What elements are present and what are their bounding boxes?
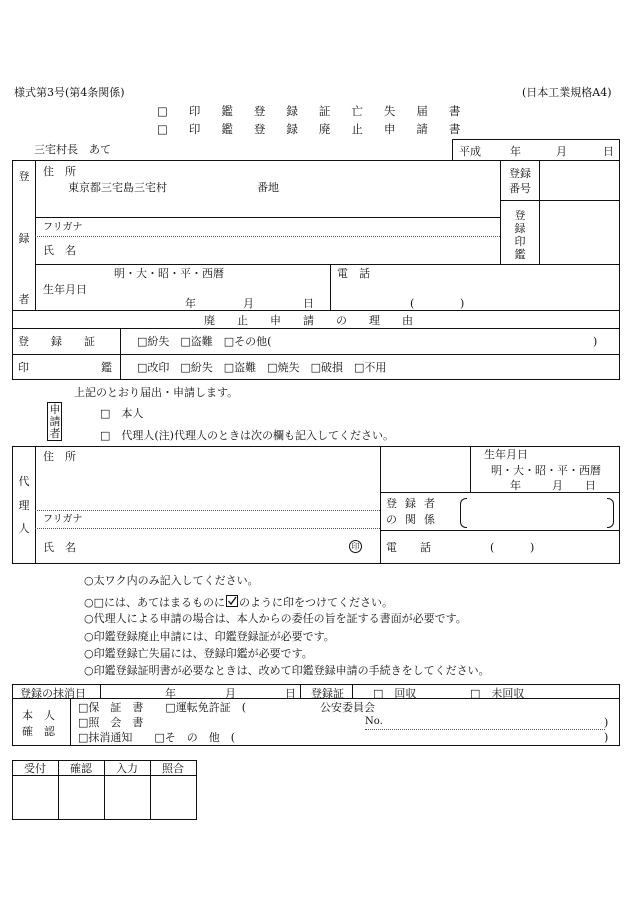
addressee: 三宅村長 あて: [34, 143, 111, 156]
registrant-tel-label: 電 話: [337, 267, 370, 280]
registrant-banchi: 番地: [257, 181, 279, 194]
identity-row-1[interactable]: □保 証 書 □運転免許証 (: [78, 701, 247, 714]
agent-relation-bracket-right: [607, 498, 614, 528]
note-2: [84, 594, 393, 608]
checkmark-box-icon: [226, 595, 238, 607]
identity-row-3-close: ): [604, 731, 609, 744]
stamp-input: 入力: [116, 762, 138, 775]
registrant-address-label: 住 所: [43, 165, 76, 178]
reason-seal-options[interactable]: □改印 □紛失 □盗難 □焼失 □破損 □不用: [137, 361, 387, 374]
registered-seal-box[interactable]: [540, 201, 619, 264]
registered-seal-label-4: 鑑: [514, 248, 526, 261]
note-6: ○印鑑登録証明書が必要なときは、改めて印鑑登録申請の手続きをしてください。: [84, 664, 490, 677]
agent-tel-paren-open: (: [490, 541, 495, 554]
applicant-agent-option[interactable]: □ 代理人(注)代理人のときは次の欄も記入してください。: [100, 429, 394, 442]
erase-date-day: 日: [285, 687, 296, 700]
registrant-side-2: 録: [18, 232, 30, 245]
stamp-box-check[interactable]: [151, 776, 196, 819]
registrant-tel-paren-open: (: [410, 297, 415, 310]
identity-row-2[interactable]: □照 会 書: [78, 716, 144, 729]
registrant-name-label: 氏 名: [43, 244, 76, 257]
registrant-side-1: 登: [18, 170, 30, 183]
applicant-self-option[interactable]: □ 本人: [100, 407, 144, 420]
reason-seal-label-right: 鑑: [101, 361, 112, 374]
registered-seal-label-3: 印: [514, 235, 526, 248]
erase-date-year: 年: [165, 687, 176, 700]
erase-date-label: 登録の抹消日: [20, 687, 86, 700]
reason-card-options[interactable]: □紛失 □盗難 □その他(: [137, 335, 272, 348]
reason-card-paren-close: ): [593, 335, 598, 348]
registrant-address-value[interactable]: 東京都三宅島三宅村: [68, 181, 167, 194]
note-2-after: のように印をつけてください。: [239, 596, 393, 609]
note-5: ○印鑑登録亡失届には、登録印鑑が必要です。: [84, 647, 313, 660]
office-collected-option[interactable]: □ 回収: [373, 687, 417, 700]
office-not-collected-option[interactable]: □ 未回収: [470, 687, 525, 700]
note-1: ○太ワク内のみ記入してください。: [84, 574, 259, 587]
identity-row-2-close: ): [604, 716, 609, 729]
identity-row-1-commission: 公安委員会: [320, 701, 375, 714]
title-loss-notice: □印鑑登録証亡失届書: [157, 104, 482, 118]
registered-seal-label-1: 登: [514, 209, 526, 222]
applicant-side-3: 者: [49, 427, 61, 440]
registrant-birth-month: 月: [243, 297, 254, 310]
registration-number-label-1: 登録: [509, 167, 531, 180]
agent-seal-mark: [349, 540, 362, 553]
registrant-side-3: 者: [18, 293, 30, 306]
registration-number-label-2: 番号: [509, 182, 531, 195]
registered-seal-label-2: 録: [514, 222, 526, 235]
applicant-side-2: 請: [49, 415, 61, 428]
stamp-confirm: 確認: [70, 762, 92, 775]
agent-relation-bracket-left: [460, 498, 467, 528]
office-card-label: 登録証: [311, 687, 344, 700]
registrant-furigana-label: フリガナ: [43, 222, 83, 233]
agent-side-3: 人: [18, 522, 30, 535]
agent-relation-label-1: 登録者: [386, 497, 443, 510]
agent-tel-paren-close: ): [530, 541, 535, 554]
reason-header: 廃止申請の理由: [204, 314, 435, 327]
stamp-box-reception[interactable]: [13, 776, 58, 819]
erase-date-month: 月: [225, 687, 236, 700]
note-2-before: ○□には、あてはまるものに: [84, 596, 225, 609]
stamp-reception: 受付: [24, 762, 46, 775]
registrant-era-choices: 明・大・昭・平・西暦: [114, 267, 224, 280]
date-year: 年: [510, 145, 521, 158]
agent-tel-label: 電 話: [386, 541, 437, 554]
agent-era-choices: 明・大・昭・平・西暦: [491, 464, 601, 477]
stamp-box-confirm[interactable]: [59, 776, 104, 819]
date-day: 日: [603, 145, 614, 158]
applicant-side-1: 申: [49, 403, 61, 416]
date-era: 平成: [459, 145, 481, 158]
reason-seal-label-left: 印: [18, 361, 29, 374]
agent-address-label: 住 所: [43, 450, 76, 463]
form-number: 様式第3号(第4条関係): [14, 86, 125, 99]
agent-birth-day: 日: [585, 479, 596, 492]
stamp-box-input[interactable]: [105, 776, 150, 819]
note-3: ○代理人による申請の場合は、本人からの委任の旨を証する書面が必要です。: [84, 612, 467, 625]
agent-birth-year: 年: [510, 479, 521, 492]
registrant-birth-label: 生年月日: [43, 283, 87, 296]
paper-size: (日本工業規格A4): [522, 86, 612, 99]
agent-seal-circle: 印: [349, 540, 362, 553]
agent-side-2: 理: [18, 499, 30, 512]
stamp-check: 照合: [162, 762, 184, 775]
identity-label-1: 本 人: [22, 709, 55, 722]
identity-label-2: 確 認: [22, 725, 55, 738]
date-month: 月: [556, 145, 567, 158]
registrant-birth-day: 日: [303, 297, 314, 310]
agent-furigana-label: フリガナ: [43, 514, 83, 525]
agent-birth-month: 月: [552, 479, 563, 492]
reason-card-label: 登録証: [18, 335, 117, 348]
registrant-tel-paren-close: ): [460, 297, 465, 310]
title-abolition-application: □印鑑登録廃止申請書: [157, 122, 482, 136]
agent-name-label: 氏 名: [43, 541, 76, 554]
agent-relation-field[interactable]: [468, 498, 606, 526]
note-4: ○印鑑登録廃止申請には、印鑑登録証が必要です。: [84, 630, 335, 643]
agent-relation-label-2: の関係: [386, 513, 443, 526]
applicant-statement: 上記のとおり届出・申請します。: [74, 386, 239, 399]
agent-side-1: 代: [18, 475, 30, 488]
identity-row-2-no: No.: [365, 716, 383, 727]
identity-row-3[interactable]: □抹消通知 □そ の 他 (: [78, 731, 236, 744]
registrant-birth-year: 年: [185, 297, 196, 310]
agent-birth-label: 生年月日: [484, 448, 528, 461]
